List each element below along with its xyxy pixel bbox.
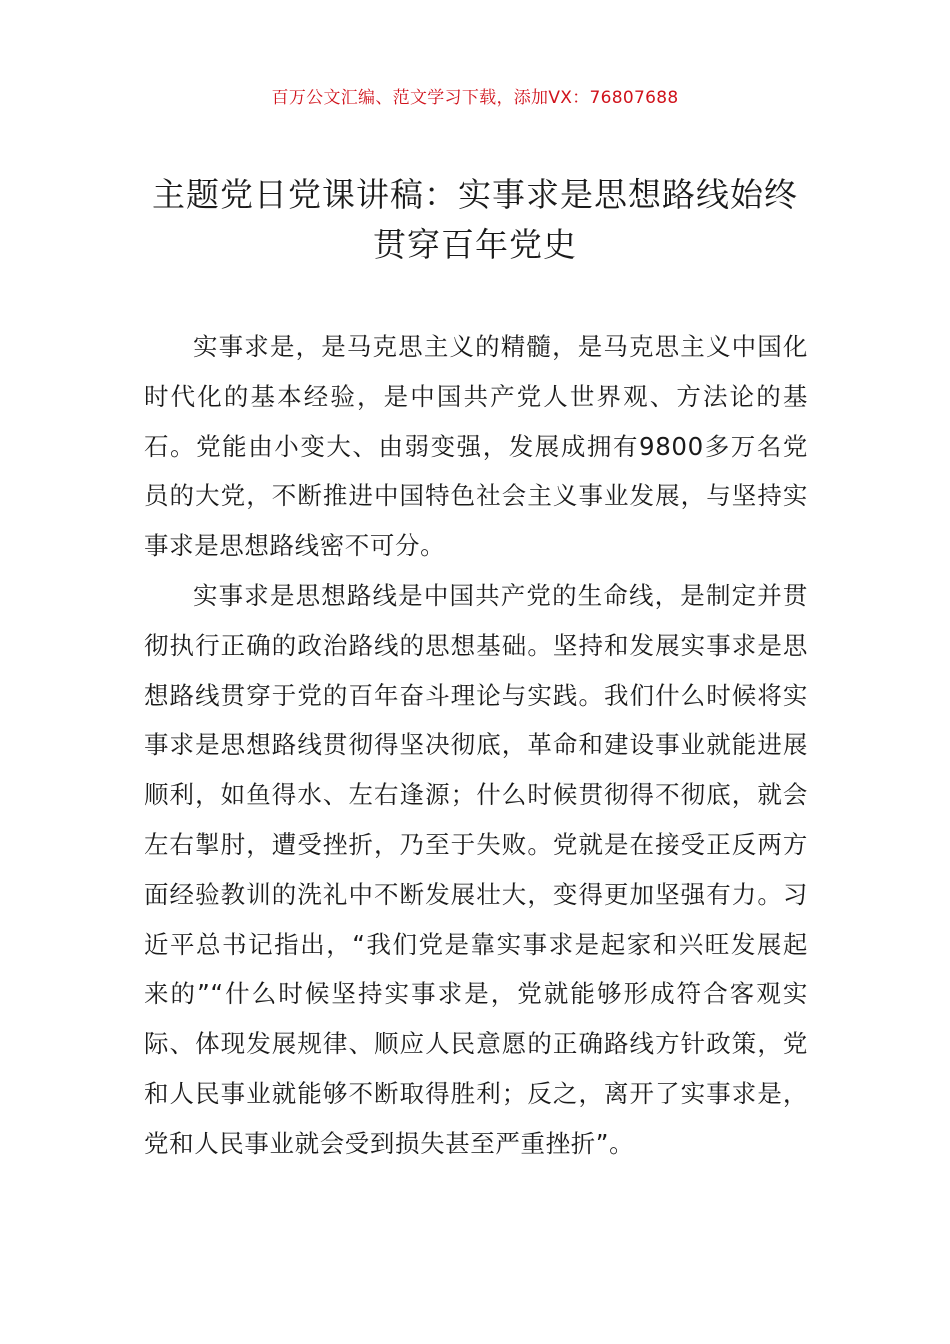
paragraph-1: 实事求是，是马克思主义的精髓，是马克思主义中国化时代化的基本经验，是中国共产党人世界观、方法论的基石。党能由小变大、由弱变强，发展成拥有9800多万名党员的大党，不断推进中国特色社会主义事业发展，与坚持实事求是思想路线密不可分。 — [144, 332, 808, 561]
document-title: 主题党日党课讲稿：实事求是思想路线始终贯穿百年党史 — [152, 175, 798, 264]
document-body — [144, 322, 808, 1169]
paragraph-2: 实事求是思想路线是中国共产党的生命线，是制定并贯彻执行正确的政治路线的思想基础。坚持和发展实事求是思想路线贯穿于党的百年奋斗理论与实践。我们什么时候将实事求是思想路线贯彻得坚决彻底，革命和建设事业就能进展顺利，如鱼得水、左右逢源；什么时候贯彻得不彻底，就会左右掣肘，遭受挫折，乃至于失败。党就是在接受正反两方面经验教训的洗礼中不断发展壮大，变得更加坚强有力。习近平总书记指出，“我们党是靠实事求是起家和兴旺发展起来的”“什么时候坚持实事求是，党就能够形成符合客观实际、体现发展规律、顺应人民意愿的正确路线方针政策，党和人民事业就能够不断取得胜利；反之，离开了实事求是，党和人民事业就会受到损失甚至严重挫折”。 — [144, 580, 808, 1158]
header-download-note: 百万公文汇编、范文学习下载，添加VX：76807688 — [271, 88, 679, 108]
